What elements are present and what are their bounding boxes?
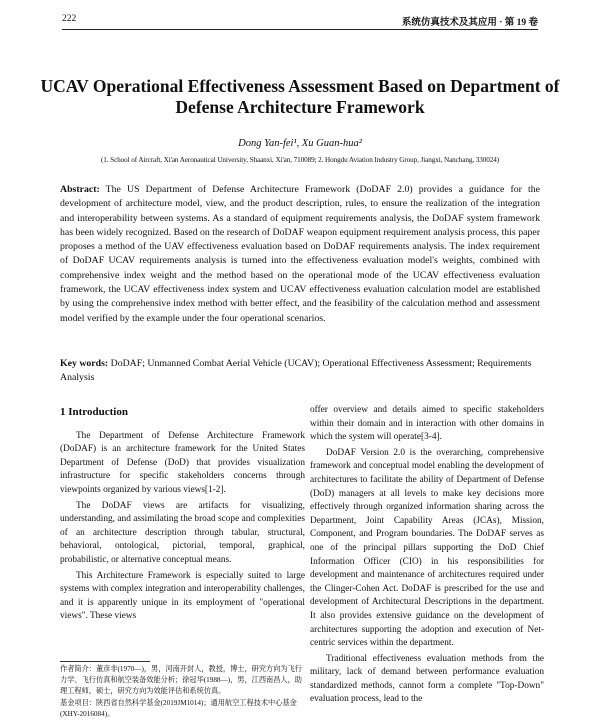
paragraph: Traditional effectiveness evaluation methods from the military, lack of demand between performance evaluation standardized methods, cannot form a complete "Top-Down" evaluation process, lead to the bbox=[310, 653, 544, 705]
paragraph: The DoDAF views are artifacts for visualizing, understanding, and assimilating the broad scope and complexities of an architecture description through tabular, structural, behavioral, ontological, pictorial, temporal, graphical, probabilistic, or alternative conceptual means. bbox=[60, 500, 305, 565]
journal-name: 系统仿真技术及其应用 · 第 19 卷 bbox=[401, 18, 538, 28]
keywords-label: Key words: bbox=[60, 358, 109, 369]
left-column bbox=[60, 402, 305, 626]
keywords bbox=[60, 357, 540, 386]
section-heading: 1 Introduction bbox=[60, 406, 128, 418]
keywords-text: DoDAF; Unmanned Combat Aerial Vehicle (UCAV); Operational Effectiveness Assessment; Requirements Analysis bbox=[60, 358, 532, 384]
paper-title: UCAV Operational Effectiveness Assessment Based on Department of Defense Architecture Framework bbox=[40, 76, 560, 117]
paragraph-continued: offer overview and details aimed to specific stakeholders within their domain and in interaction with other domains in which the system will operate[3-4]. bbox=[310, 405, 544, 443]
paragraph: This Architecture Framework is especially suited to large systems with complex integration and interoperability challenges, and it is apparently unique in its employment of "operational views". These views bbox=[60, 570, 305, 622]
abstract-label: Abstract: bbox=[60, 184, 100, 195]
author-info: 作者简介：董彦非(1970—)，男，河南开封人，教授，博士，研究方向为飞行力学、飞行仿真和航空装备效能分析；徐冠华(1988—)，男，江西南昌人，助理工程师，硕士，研究方向为效能评估和系统仿真。 bbox=[60, 665, 302, 696]
paragraph: The Department of Defense Architecture Framework (DoDAF) is an architecture framework for the United States Department of Defense (DoD) that provides visualization infrastructure for specific stakeholders concerns through viewpoints organized by various views[1-2]. bbox=[60, 430, 305, 495]
right-column bbox=[310, 404, 544, 709]
footnote bbox=[60, 664, 305, 720]
abstract-text: The US Department of Defense Architecture Framework (DoDAF 2.0) provides a guidance for the development of architecture model, view, and the product description, rules, to ensure the realization of the integration and interoperability between systems. As a standard of equipment requirements analysis, the DoDAF system framework has been widely recognized. Based on the research of DoDAF weapon equipment requirement analysis process, this paper proposes a method of the UAV effectiveness evaluation based on DoDAF requirements analysis. The index requirement of DoDAF UCAV requirements analysis is turned into the effectiveness evaluation model's weights, combined with comprehensive index weight and the method based on the operational mode of the UCAV effectiveness evaluation framework, the UCAV effectiveness index system and UCAV effectiveness evaluation calculation model are established by using the comprehensive index method with better effect, and the feasibility of the calculation method and assessment model verified by the example under the four operational scenarios. bbox=[60, 184, 540, 324]
abstract bbox=[60, 183, 540, 326]
page-number: 222 bbox=[62, 14, 77, 24]
running-header bbox=[62, 14, 538, 26]
affiliations: (1. School of Aircraft, Xi'an Aeronautical University, Shaanxi, Xi'an, 710089; 2. Hongdu Aviation Industry Group, Jiangxi, Nanchang, 330024) bbox=[100, 156, 499, 164]
header-rule bbox=[62, 29, 538, 30]
footnote-rule bbox=[60, 661, 150, 662]
author-list: Dong Yan-fei¹, Xu Guan-hua² bbox=[238, 138, 362, 149]
funding-info: 基金项目：陕西省自然科学基金(2019JM1014)；通用航空工程技术中心基金(XHY-2016084)。 bbox=[60, 698, 297, 718]
paragraph: DoDAF Version 2.0 is the overarching, comprehensive framework and conceptual model enabling the development of architectures to facilitate the ability of Department of Defense (DoD) managers at all levels to make key decisions more effectively through organized information sharing across the Department, Joint Capability Areas (JCAs), Mission, Component, and Program boundaries. The DoDAF serves as one of the principal pillars supporting the DoD Chief Information Officer (CIO) in his responsibilities for development and maintenance of architectures required under the Clinger-Cohen Act. DoDAF is prescribed for the use and development of Architectural Descriptions in the department. It also provides extensive guidance on the development of architectures supporting the adoption and execution of Net-centric services within the department. bbox=[310, 447, 544, 649]
